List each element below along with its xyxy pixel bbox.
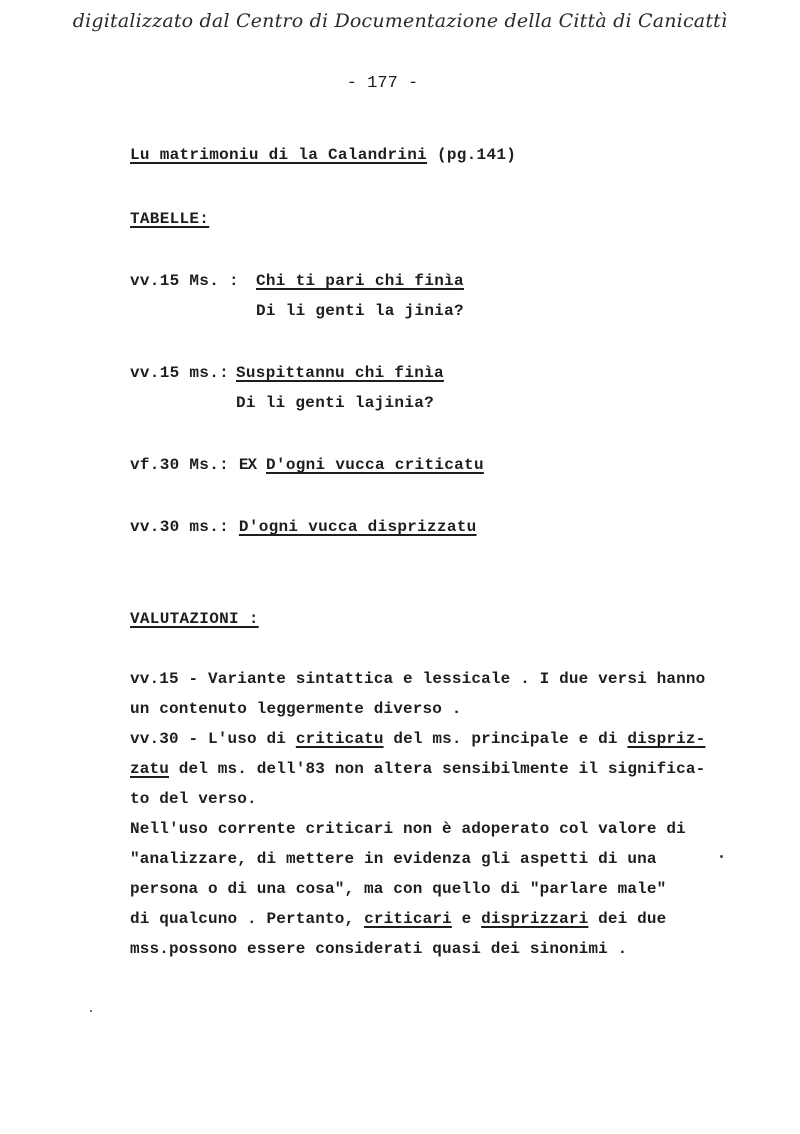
tabelle-entry-2-label: vv.15 ms.: — [130, 364, 230, 382]
title-ref: (pg.141) — [436, 146, 517, 164]
tabelle-entry-4-line1: D'ogni vucca disprizzatu — [238, 518, 477, 536]
p2-text-c: del ms. dell'83 non altera sensibilmente il significa- — [178, 760, 706, 778]
tabelle-entry-4 — [130, 518, 477, 536]
tabelle-entry-3-line1: D'ogni vucca criticatu — [266, 456, 484, 474]
valutazioni-p2-line2 — [130, 760, 705, 778]
p2-text-a: L'uso di — [208, 730, 287, 748]
p3-text-c: dei due — [598, 910, 667, 928]
p2-term-disprizzatu-part2: zatu — [130, 760, 170, 778]
tabelle-entry-2-line1: Suspittannu chi finìa — [236, 364, 444, 382]
valutazioni-p3-line1: Nell'uso corrente criticari non è adoperato col valore di — [130, 820, 686, 838]
document-title — [130, 146, 516, 164]
watermark: digitalizzato dal Centro di Documentazione della Città di Canicattì — [72, 10, 728, 32]
p3-text-a: di qualcuno . Pertanto, — [130, 910, 355, 928]
tabelle-heading: TABELLE: — [130, 210, 210, 228]
tabelle-entry-1-label: vv.15 Ms. : — [130, 272, 239, 290]
strikeover-mark: EX — [238, 456, 257, 474]
valutazioni-p3-line3: persona o di una cosa", ma con quello di "parlare male" — [130, 880, 667, 898]
valutazioni-p1-line2: un contenuto leggermente diverso . — [130, 700, 462, 718]
p2-term-disprizzatu-part1: dispriz- — [627, 730, 706, 748]
valutazioni-heading — [130, 610, 259, 628]
p2-term-criticatu: criticatu — [295, 730, 384, 748]
valutazioni-p3-line2: "analizzare, di mettere in evidenza gli aspetti di una — [130, 850, 657, 868]
page-number: - 177 - — [346, 74, 419, 93]
valutazioni-p1-line1 — [130, 670, 705, 688]
valutazioni-p3-line4 — [130, 910, 666, 928]
tabelle-entry-3-label: vf.30 Ms.: — [130, 456, 230, 474]
scan-speck — [90, 1010, 92, 1012]
p1-text: Variante sintattica e lessicale . I due versi hanno — [208, 670, 706, 688]
tabelle-entry-3 — [130, 456, 484, 474]
p1-label: vv.15 - — [130, 670, 199, 688]
p3-text-b: e — [461, 910, 472, 928]
p3-term-criticari: criticari — [364, 910, 452, 928]
title-name: Lu matrimoniu di la Calandrini — [130, 146, 428, 164]
valutazioni-p2-line3: to del verso. — [130, 790, 257, 808]
valutazioni-p2-line1 — [130, 730, 705, 748]
tabelle-entry-1-line1: Chi ti pari chi finìa — [256, 272, 464, 290]
p3-term-disprizzari: disprizzari — [481, 910, 589, 928]
valutazioni-heading-text: VALUTAZIONI : — [130, 610, 259, 628]
scan-speck — [720, 855, 723, 858]
tabelle-entry-1-line2: Di li genti la jinia? — [256, 302, 464, 320]
p2-label: vv.30 - — [130, 730, 199, 748]
valutazioni-p3-line5: mss.possono essere considerati quasi dei sinonimi . — [130, 940, 628, 958]
p2-text-b: del ms. principale e di — [393, 730, 618, 748]
tabelle-entry-2-line2: Di li genti lajinia? — [236, 394, 435, 412]
tabelle-entry-4-label: vv.30 ms.: — [130, 518, 230, 536]
